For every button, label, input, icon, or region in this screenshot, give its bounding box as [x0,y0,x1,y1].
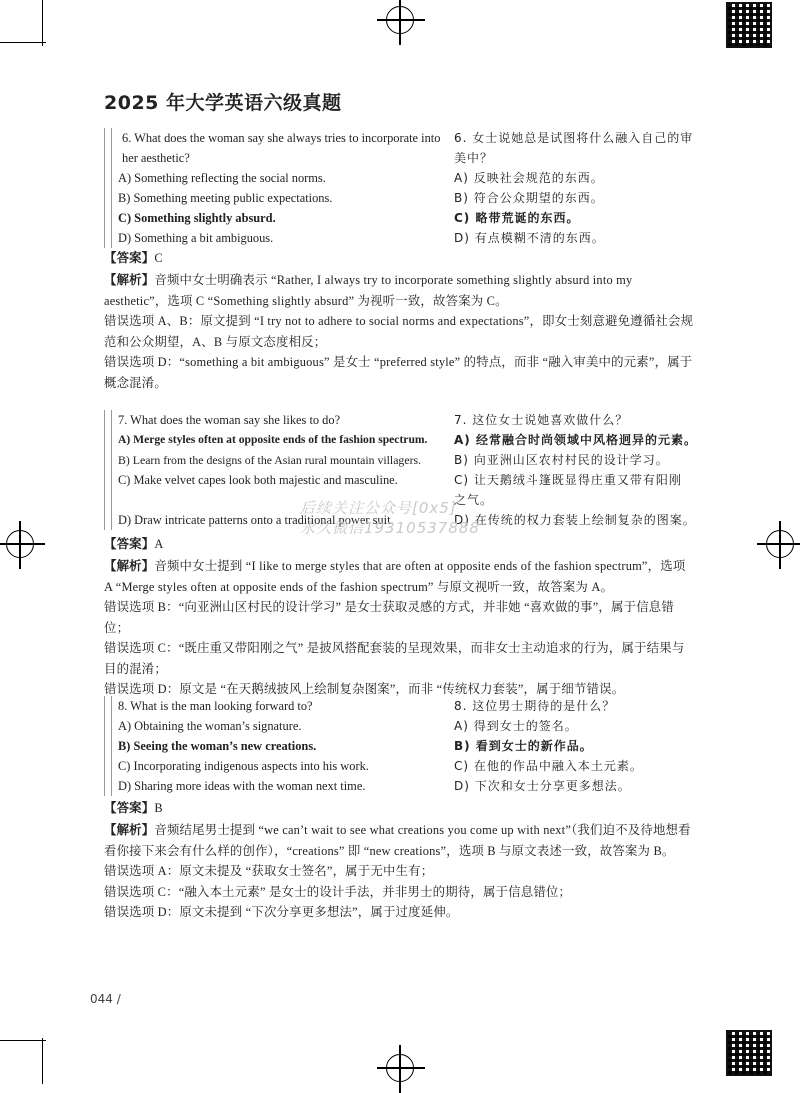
crop-mark [42,0,43,46]
analysis-text: 错误选项 D：原文未提到 “下次分享更多想法”，属于过度延伸。 [104,905,459,919]
option-zh: D) 有点模糊不清的东西。 [454,231,605,245]
analysis-text: 错误选项 D：“something a bit ambiguous” 是女士 “preferred style” 的特点，而非 “融入审美中的元素”，属于概念混淆。 [104,355,693,390]
answer-line [104,798,696,819]
crop-mark [42,1038,43,1084]
analysis-text: 错误选项 C：“既庄重又带阳刚之气” 是披风搭配套装的呈现效果，而非女士主动追求的行为，属于结果与目的混淆； [104,641,685,676]
analysis [104,556,696,700]
option-en: D) Draw intricate patterns onto a traditional power suit. [118,513,394,527]
option-en: D) Something a bit ambiguous. [118,231,274,245]
stem-zh: 6. 女士说她总是试图将什么融入自己的审美中？ [454,131,694,165]
qr-code-icon [726,2,772,48]
option-en: B) Seeing the woman’s new creations. [118,739,317,753]
registration-mark [386,6,414,34]
analysis-text: 音频中女士明确表示 “Rather, I always try to incorporate something slightly absurd into my aesthetic”，选项 C “Something slightly absurd” 为视听一致，故答案为 C。 [104,273,633,308]
analysis-text: 错误选项 C：“融入本土元素” 是女士的设计手法，并非男士的期待，属于信息错位； [104,884,572,899]
answer-label: 【答案】 [104,536,155,551]
qr-code-icon [726,1030,772,1076]
option-en: A) Merge styles often at opposite ends of the fashion spectrum. [118,433,428,446]
option-zh: A) 反映社会规范的东西。 [454,171,604,185]
stem-en: 7. What does the woman say she likes to do? [118,413,341,427]
analysis-label: 【解析】 [104,558,155,573]
answer-value: C [154,251,163,265]
option-zh: B) 符合公众期望的东西。 [454,191,604,205]
crop-mark [0,42,46,43]
stem-zh: 7. 这位女士说她喜欢做什么？ [454,413,629,427]
option-row-correct [104,736,694,756]
option-en: D) Sharing more ideas with the woman next time. [118,779,366,793]
page-number: 044 / [90,992,121,1006]
answer-value: A [154,537,164,551]
option-en: B) Something meeting public expectations. [118,191,333,205]
stem-en: 8. What is the man looking forward to? [118,699,313,713]
option-en: A) Obtaining the woman’s signature. [118,719,302,733]
question-block-8 [104,696,694,796]
watermark-line: 后续关注公众号[0x5] [300,499,457,517]
analysis [104,820,696,923]
option-zh: C) 略带荒诞的东西。 [454,211,580,225]
stem-en: 6. What does the woman say she always tries to incorporate into her aesthetic? [122,131,441,165]
option-zh: C) 在他的作品中融入本土元素。 [454,759,643,773]
analysis-text: 错误选项 A：原文未提及 “获取女士签名”，属于无中生有； [104,864,434,878]
analysis-text: 错误选项 D：原文是 “在天鹅绒披风上绘制复杂图案”，而非 “传统权力套装”，属于细节错误。 [104,682,625,696]
option-zh: A) 得到女士的签名。 [454,719,578,733]
option-row [104,168,694,188]
crop-mark [0,1040,46,1041]
option-zh: B) 看到女士的新作品。 [454,739,593,753]
registration-mark [766,530,794,558]
option-zh: D) 下次和女士分享更多想法。 [454,779,631,793]
question-stem [104,128,694,168]
page-title: 2025 年大学英语六级真题 [104,92,342,114]
option-row [104,716,694,736]
answer-value: B [154,801,163,815]
registration-mark [6,530,34,558]
option-en: C) Incorporating indigenous aspects into his work. [118,759,369,773]
option-en: C) Something slightly absurd. [118,211,276,225]
option-zh: C) 让天鹅绒斗篷既显得庄重又带有阳刚之气。 [454,473,682,507]
analysis-label: 【解析】 [104,272,155,287]
watermark [300,498,480,538]
question-stem [104,410,694,430]
option-zh: D) 在传统的权力套装上绘制复杂的图案。 [454,513,696,527]
stem-zh: 8. 这位男士期待的是什么？ [454,699,616,713]
option-row [104,776,694,796]
analysis-text: 错误选项 A、B：原文提到 “I try not to adhere to social norms and expectations”，即女士刻意避免遵循社会规范和公众期望，A、B 与原文态度相反； [104,314,694,349]
option-row-correct [104,208,694,228]
option-zh: B) 向亚洲山区农村村民的设计学习。 [454,453,669,467]
option-en: C) Make velvet capes look both majestic and masculine. [118,473,398,487]
option-en: A) Something reflecting the social norms. [118,171,326,185]
analysis [104,270,696,393]
option-row [104,188,694,208]
question-block-6 [104,128,694,248]
answer-line [104,534,696,555]
answer-label: 【答案】 [104,800,155,815]
question-stem [104,696,694,716]
registration-mark [386,1054,414,1082]
answer-line [104,248,696,269]
option-zh: A) 经常融合时尚领域中风格迥异的元素。 [454,433,697,447]
analysis-label: 【解析】 [104,822,155,837]
analysis-text: 错误选项 B：“向亚洲山区村民的设计学习” 是女士获取灵感的方式，并非她 “喜欢做的事”，属于信息错位； [104,600,674,635]
option-row [104,450,694,470]
watermark-line: 永久微信19310537888 [300,519,480,537]
option-row [104,228,694,248]
analysis-text: 音频结尾男士提到 “we can’t wait to see what creations you come up with next”（我们迫不及待地想看看你接下来会有什么样的创作），“creations” 即 “new creations”，选项 B 与原文表述一致，故答案为 B。 [104,823,691,858]
answer-label: 【答案】 [104,250,155,265]
analysis-text: 音频中女士提到 “I like to merge styles that are often at opposite ends of the fashion spectrum”，选项 A “Merge styles often at opposite ends of the fashion spectrum” 与原文视听一致，故答案为 A。 [104,559,686,594]
option-en: B) Learn from the designs of the Asian rural mountain villagers. [118,453,422,467]
option-row-correct [104,430,697,450]
option-row [104,756,694,776]
